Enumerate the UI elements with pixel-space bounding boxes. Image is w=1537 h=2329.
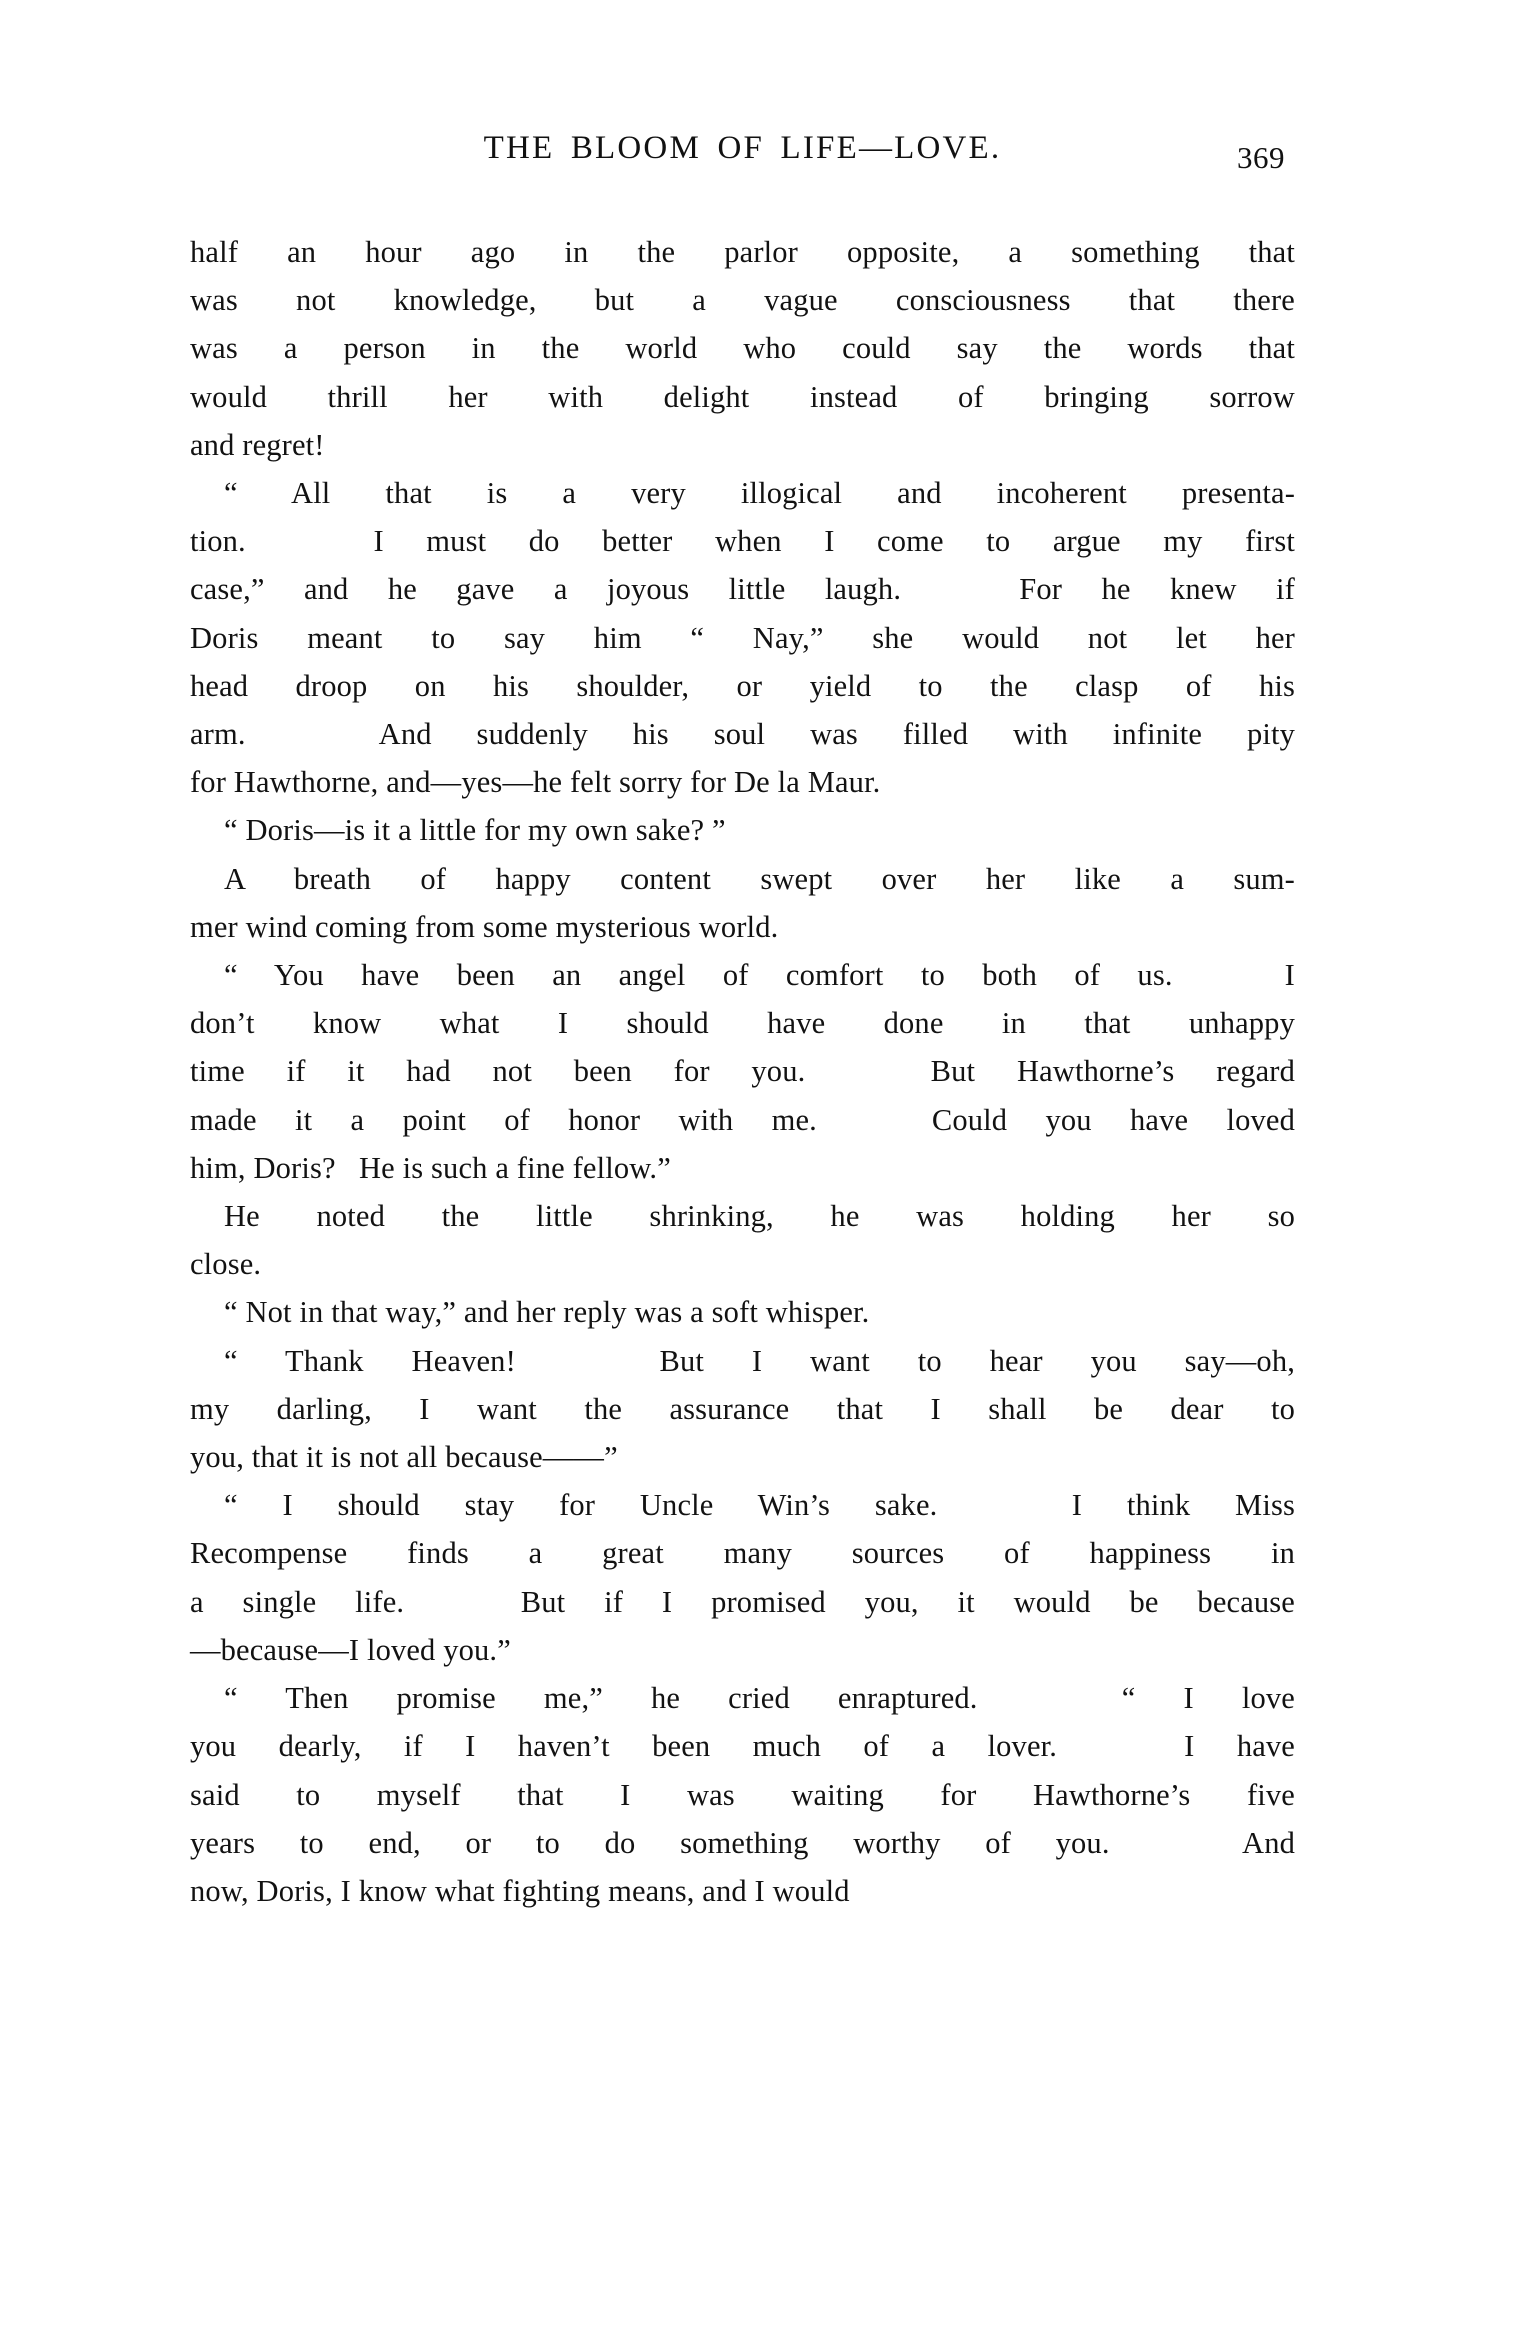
page-title: THE BLOOM OF LIFE—LOVE. — [483, 130, 1002, 166]
text-line: case,” and he gave a joyous little laugh. For he knew if — [190, 572, 1295, 607]
text-line: close. — [190, 1247, 262, 1282]
text-line: him, Doris? He is such a fine fellow.” — [190, 1150, 671, 1185]
text-line: head droop on his shoulder, or yield to the clasp of his — [190, 668, 1295, 703]
text-line: “ I should stay for Uncle Win’s sake. I think Miss — [224, 1488, 1295, 1523]
text-line: He noted the little shrinking, he was holding her so — [224, 1199, 1295, 1234]
text-line: now, Doris, I know what fighting means, and I would — [190, 1873, 850, 1908]
text-line: “ All that is a very illogical and incoherent presenta- — [224, 476, 1295, 511]
text-line: half an hour ago in the parlor opposite, a something that — [190, 235, 1295, 269]
text-line: for Hawthorne, and—yes—he felt sorry for De la Maur. — [190, 765, 881, 800]
text-line: you dearly, if I haven’t been much of a lover. I have — [190, 1729, 1295, 1764]
text-line: years to end, or to do something worthy of you. And — [190, 1825, 1295, 1860]
text-line: my darling, I want the assurance that I shall be dear to — [190, 1391, 1295, 1426]
text-line: “ Doris—is it a little for my own sake? ” — [224, 813, 726, 848]
text-line: mer wind coming from some mysterious world. — [190, 909, 779, 944]
text-line: and regret! — [190, 427, 325, 462]
text-line: Doris meant to say him “ Nay,” she would not let her — [190, 620, 1295, 655]
text-line: made it a point of honor with me. Could you have loved — [190, 1102, 1295, 1137]
running-head — [190, 130, 1295, 176]
text-line: said to myself that I was waiting for Hawthorne’s five — [190, 1777, 1295, 1812]
text-line: don’t know what I should have done in that unhappy — [190, 1006, 1295, 1041]
text-line: a single life. But if I promised you, it would be because — [190, 1584, 1295, 1619]
page-number: 369 — [1237, 140, 1285, 175]
text-line: A breath of happy content swept over her like a sum- — [224, 861, 1295, 896]
text-line: Recompense finds a great many sources of happiness in — [190, 1536, 1295, 1571]
text-line: “ Not in that way,” and her reply was a soft whisper. — [224, 1295, 870, 1330]
text-line: you, that it is not all because——” — [190, 1440, 618, 1475]
text-line: was not knowledge, but a vague consciousness that there — [190, 283, 1295, 318]
text-line: “ Thank Heaven! But I want to hear you say—oh, — [224, 1343, 1295, 1378]
text-line: time if it had not been for you. But Hawthorne’s regard — [190, 1054, 1295, 1089]
text-line: would thrill her with delight instead of bringing sorrow — [190, 379, 1295, 414]
text-line: “ You have been an angel of comfort to both of us. I — [224, 958, 1295, 993]
text-line: was a person in the world who could say the words that — [190, 331, 1295, 366]
text-line: arm. And suddenly his soul was filled with infinite pity — [190, 717, 1295, 752]
body-text — [190, 228, 1295, 1915]
text-line: “ Then promise me,” he cried enraptured. “ I love — [224, 1681, 1295, 1716]
text-line: tion. I must do better when I come to argue my first — [190, 524, 1295, 559]
page-content — [190, 130, 1295, 1915]
text-line: —because—I loved you.” — [190, 1632, 511, 1667]
